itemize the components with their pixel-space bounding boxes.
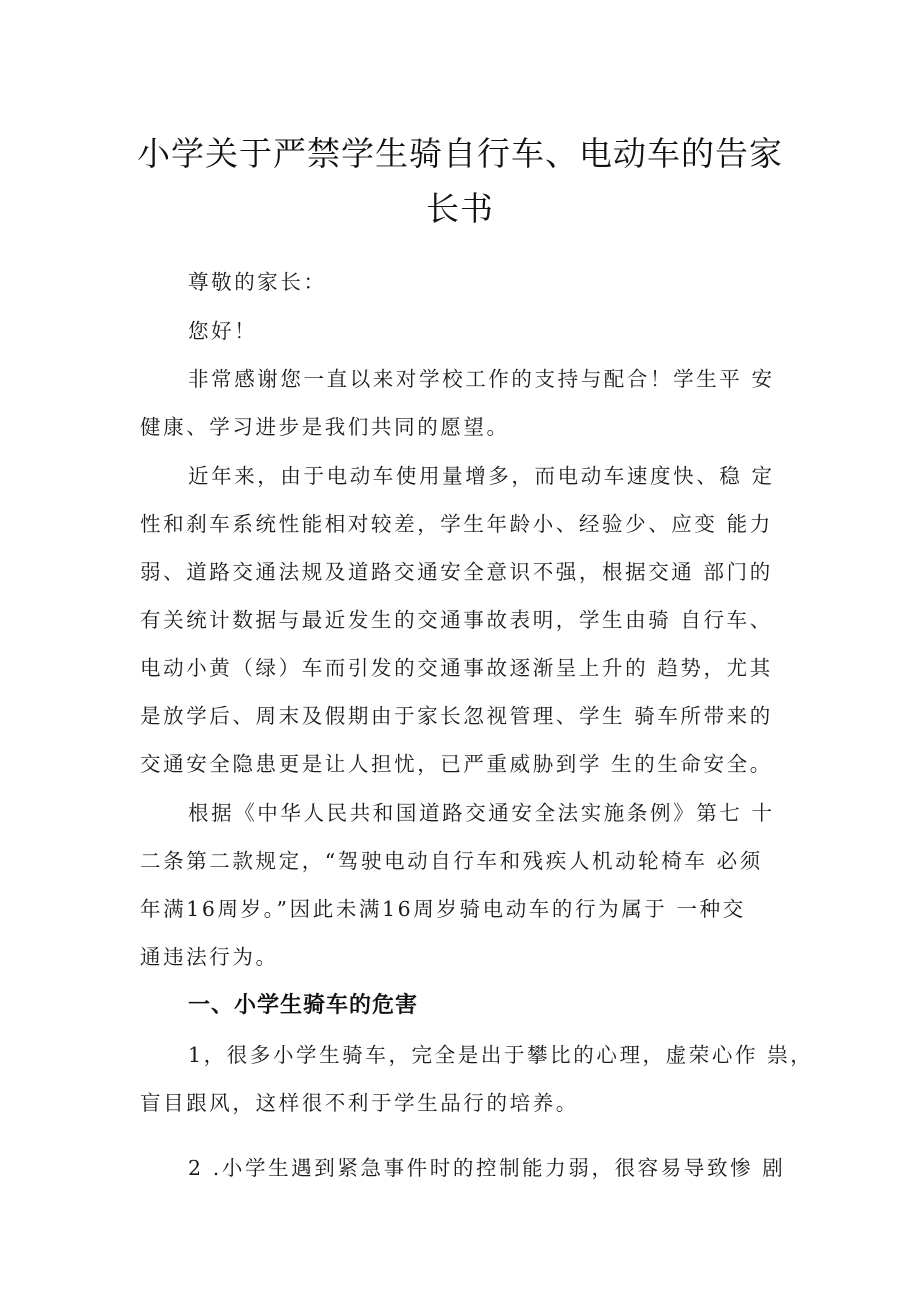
document-title-line-2: 长书 [426, 189, 494, 228]
item-2-line-1: 2 .小学生遇到紧急事件时的控制能力弱，很容易导致惨 剧 [188, 1156, 786, 1180]
paragraph-2-line-6: 是放学后、周末及假期由于家长忽视管理、学生 骑车所带来的 [140, 704, 773, 728]
paragraph-3-line-3: 年满16周岁。”因此未满16周岁骑电动车的行为属于 一种交 [140, 897, 746, 921]
paragraph-2-line-3: 弱、道路交通法规及道路交通安全意识不强，根据交通 部门的 [140, 560, 773, 584]
section-1-heading: 一、小学生骑车的危害 [188, 993, 419, 1018]
paragraph-2-line-7: 交通安全隐患更是让人担忧，已严重威胁到学 生的生命安全。 [140, 752, 773, 776]
item-1-line-1: 1，很多小学生骑车，完全是出于攀比的心理，虚荣心作 祟， [188, 1043, 814, 1067]
salutation: 尊敬的家长： [188, 270, 327, 294]
paragraph-1-line-2: 健康、学习进步是我们共同的愿望。 [140, 415, 510, 439]
paragraph-2-line-4: 有关统计数据与最近发生的交通事故表明，学生由骑 自行车、 [140, 608, 773, 632]
paragraph-3-line-1: 根据《中华人民共和国道路交通安全法实施条例》第七 十 [188, 801, 775, 825]
paragraph-2-line-2: 性和刹车系统性能相对较差，学生年龄小、经验少、应变 能力 [140, 512, 773, 536]
item-1-line-2: 盲目跟风，这样很不利于学生品行的培养。 [140, 1091, 579, 1115]
paragraph-3-line-4: 通违法行为。 [140, 945, 279, 969]
greeting: 您好！ [188, 319, 258, 343]
paragraph-1-line-1: 非常感谢您一直以来对学校工作的支持与配合！学生平 安 [188, 367, 775, 391]
paragraph-3-line-2: 二条第二款规定，“驾驶电动自行车和残疾人机动轮椅车 必须 [140, 849, 763, 873]
document-title-line-1: 小学关于严禁学生骑自行车、电动车的告家 [137, 134, 783, 173]
paragraph-2-line-1: 近年来，由于电动车使用量增多，而电动车速度快、稳 定 [188, 464, 775, 488]
paragraph-2-line-5: 电动小黄（绿）车而引发的交通事故逐渐呈上升的 趋势，尤其 [140, 656, 773, 680]
